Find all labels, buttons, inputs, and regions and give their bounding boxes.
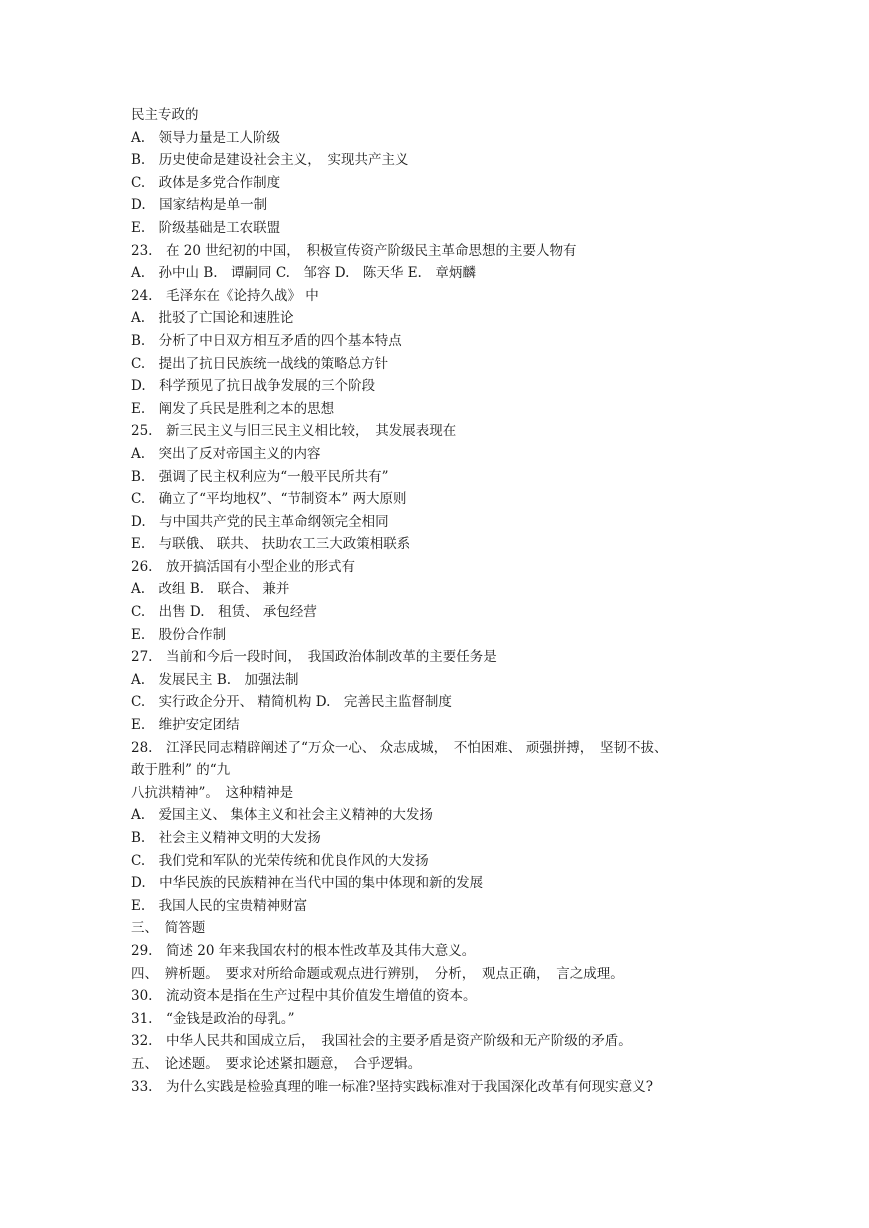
text-line: 敢于胜利” 的“九 <box>131 762 231 779</box>
text-line: D. 科学预见了抗日战争发展的三个阶段 <box>131 378 376 395</box>
text-line: C. 实行政企分开、 精简机构 D. 完善民主监督制度 <box>131 694 452 711</box>
text-line: C. 确立了“平均地权”、“节制资本” 两大原则 <box>131 491 407 508</box>
text-line: A. 领导力量是工人阶级 <box>131 129 281 146</box>
section-heading: 四、 辨析题。 要求对所给命题或观点进行辨别， 分析， 观点正确， 言之成理。 <box>131 965 624 982</box>
text-line: E. 维护安定团结 <box>131 717 240 734</box>
text-line: B. 社会主义精神文明的大发扬 <box>131 830 321 846</box>
text-line: D. 国家结构是单一制 <box>131 197 268 214</box>
text-line: C. 出售 D. 租赁、 承包经营 <box>131 604 317 621</box>
question-line: 31. “金钱是政治的母乳。” <box>131 1010 295 1027</box>
question-line: 29. 简述 20 年来我国农村的根本性改革及其伟大意义。 <box>131 942 476 959</box>
text-line: A. 孙中山 B. 谭嗣同 C. 邹容 D. 陈天华 E. 章炳麟 <box>131 265 476 282</box>
section-heading: 三、 简答题 <box>131 920 206 937</box>
text-line: 民主专政的 <box>131 107 199 123</box>
question-line: 27. 当前和今后一段时间， 我国政治体制改革的主要任务是 <box>131 649 497 666</box>
section-heading: 五、 论述题。 要求论述紧扣题意， 合乎逻辑。 <box>131 1055 422 1072</box>
text-line: B. 历史使命是建设社会主义， 实现共产主义 <box>131 152 409 169</box>
text-line: C. 提出了抗日民族统一战线的策略总方针 <box>131 355 389 372</box>
question-line: 28. 江泽民同志精辟阐述了“万众一心、 众志成城， 不怕困难、 顽强拼搏， 坚韧不拔、 <box>131 739 668 756</box>
question-line: 26. 放开搞活国有小型企业的形式有 <box>131 558 355 575</box>
document-body <box>131 104 771 1098</box>
question-line: 23. 在 20 世纪初的中国， 积极宣传资产阶级民主革命思想的主要人物有 <box>131 242 577 259</box>
question-line: 33. 为什么实践是检验真理的唯一标准?坚持实践标准对于我国深化改革有何现实意义? <box>131 1078 653 1095</box>
text-line: E. 与联俄、 联共、 扶助农工三大政策相联系 <box>131 536 411 553</box>
question-line: 25. 新三民主义与旧三民主义相比较， 其发展表现在 <box>131 423 457 440</box>
text-line: 八抗洪精神”。 这种精神是 <box>131 784 294 801</box>
text-line: B. 强调了民主权利应为“一般平民所共有” <box>131 468 389 485</box>
text-line: E. 我国人民的宝贵精神财富 <box>131 897 308 914</box>
text-line: A. 改组 B. 联合、 兼并 <box>131 581 290 598</box>
text-line: A. 批驳了亡国论和速胜论 <box>131 310 294 327</box>
text-line: E. 阶级基础是工农联盟 <box>131 219 281 236</box>
text-line: C. 政体是多党合作制度 <box>131 174 281 191</box>
text-line: E. 阐发了兵民是胜利之本的思想 <box>131 400 335 417</box>
text-line: E. 股份合作制 <box>131 626 227 643</box>
question-line: 24. 毛泽东在《论持久战》 中 <box>131 287 319 304</box>
text-line: D. 中华民族的民族精神在当代中国的集中体现和新的发展 <box>131 875 484 892</box>
question-line: 32. 中华人民共和国成立后， 我国社会的主要矛盾是资产阶级和无产阶级的矛盾。 <box>131 1033 632 1050</box>
text-line: C. 我们党和军队的光荣传统和优良作风的大发扬 <box>131 852 429 869</box>
text-line: A. 突出了反对帝国主义的内容 <box>131 445 321 462</box>
text-line: A. 发展民主 B. 加强法制 <box>131 671 299 688</box>
text-line: A. 爱国主义、 集体主义和社会主义精神的大发扬 <box>131 807 433 824</box>
text-line: B. 分析了中日双方相互矛盾的四个基本特点 <box>131 332 402 349</box>
text-line: D. 与中国共产党的民主革命纲领完全相同 <box>131 513 389 530</box>
question-line: 30. 流动资本是指在生产过程中其价值发生增值的资本。 <box>131 988 477 1005</box>
